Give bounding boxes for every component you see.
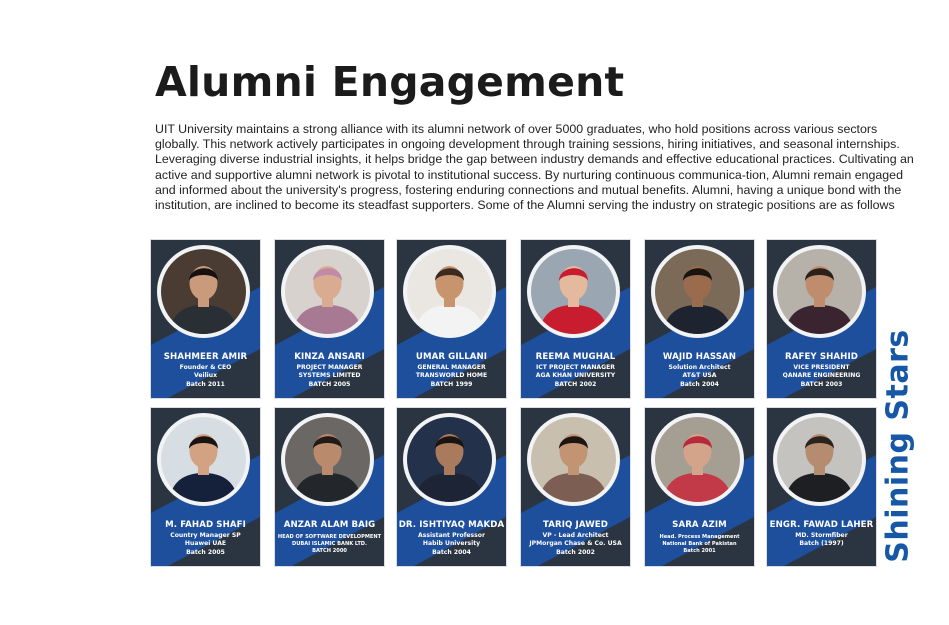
alumni-details bbox=[767, 532, 876, 549]
alumni-card bbox=[151, 240, 260, 398]
alumni-photo bbox=[407, 417, 492, 502]
alumni-details bbox=[645, 364, 754, 389]
alumni-name: SHAHMEER AMIR bbox=[163, 352, 248, 362]
alumni-detail-line: Assistant Professor bbox=[418, 532, 485, 539]
alumni-detail-line: BATCH 2003 bbox=[800, 380, 843, 388]
alumni-detail-line: AT&T USA bbox=[682, 372, 717, 380]
intro-paragraph: UIT University maintains a strong alliance with its alumni network of over 5000 graduates, who hold positions across various sectors globally. This network actively participates in ongoing development through training sessions, hiring initiatives, and seasonal internships. Leveraging diverse industrial insights, it helps bridge the gap between industry demands and effective educational practices. Cultivating an active and supportive alumni network is pivotal to institutional success. By nurturing continuous communica-tion, Alumni remain engaged and informed about the university's progress, fostering enduring connections and mutual benefits. Alumni, having a unique bond with the institution, are inclined to become its steadfast supporters. Some of the Alumni serving the industry on strategic positions are as follows bbox=[155, 122, 914, 213]
alumni-detail-line: GENERAL MANAGER bbox=[417, 364, 486, 371]
shining-stars-label bbox=[878, 330, 918, 562]
alumni-detail-line: TRANSWORLD HOME bbox=[415, 372, 488, 380]
alumni-photo bbox=[777, 417, 862, 502]
alumni-details bbox=[645, 534, 754, 556]
alumni-card bbox=[397, 408, 506, 566]
alumni-detail-line: BATCH 2005 bbox=[308, 380, 351, 388]
alumni-details bbox=[275, 364, 384, 389]
alumni-detail-line: Batch 2005 bbox=[186, 548, 225, 556]
alumni-detail-line: Country Manager SP bbox=[170, 532, 241, 539]
alumni-card bbox=[397, 240, 506, 398]
alumni-detail-line: Founder & CEO bbox=[179, 364, 232, 371]
alumni-name: RAFEY SHAHID bbox=[785, 352, 858, 362]
alumni-detail-line: BATCH 2000 bbox=[312, 548, 347, 555]
alumni-photo bbox=[407, 249, 492, 334]
alumni-name: DR. ISHTIYAQ MAKDA bbox=[398, 520, 505, 530]
alumni-detail-line: BATCH 2002 bbox=[554, 380, 597, 388]
alumni-name: UMAR GILLANI bbox=[415, 352, 488, 362]
alumni-detail-line: DUBAI ISLAMIC BANK LTD. bbox=[292, 541, 367, 548]
alumni-detail-line: Habib University bbox=[422, 540, 481, 548]
alumni-card bbox=[767, 240, 876, 398]
alumni-photo bbox=[531, 417, 616, 502]
alumni-details bbox=[521, 364, 630, 389]
alumni-detail-line: Veiliux bbox=[193, 372, 218, 380]
alumni-detail-line: HEAD OF SOFTWARE DEVELOPMENT bbox=[277, 534, 382, 540]
alumni-name: REEMA MUGHAL bbox=[535, 352, 616, 362]
alumni-details bbox=[767, 364, 876, 389]
alumni-photo bbox=[655, 249, 740, 334]
alumni-grid bbox=[151, 240, 878, 567]
alumni-detail-line: Solution Architect bbox=[668, 364, 731, 371]
alumni-name: ENGR. FAWAD LAHER bbox=[769, 520, 874, 530]
alumni-photo bbox=[285, 417, 370, 502]
alumni-detail-line: Batch (1997) bbox=[799, 540, 844, 548]
alumni-details bbox=[275, 534, 384, 556]
page-title: Alumni Engagement bbox=[155, 58, 625, 106]
alumni-card bbox=[521, 240, 630, 398]
alumni-detail-line: VICE PRESIDENT bbox=[793, 364, 850, 371]
alumni-name: M. FAHAD SHAFI bbox=[165, 520, 246, 530]
alumni-details bbox=[397, 364, 506, 389]
alumni-detail-line: BATCH 1999 bbox=[430, 380, 473, 388]
alumni-detail-line: JPMorgan Chase & Co. USA bbox=[529, 540, 622, 548]
alumni-detail-line: SYSTEMS LIMITED bbox=[298, 372, 361, 380]
alumni-detail-line: PROJECT MANAGER bbox=[296, 364, 363, 371]
alumni-detail-line: AGA KHAN UNIVERSITY bbox=[535, 372, 616, 380]
alumni-photo bbox=[777, 249, 862, 334]
alumni-detail-line: MD. Stormfiber bbox=[795, 532, 848, 539]
alumni-details bbox=[151, 364, 260, 389]
alumni-card bbox=[275, 240, 384, 398]
alumni-detail-line: National Bank of Pakistan bbox=[662, 541, 737, 548]
alumni-photo bbox=[531, 249, 616, 334]
alumni-card bbox=[275, 408, 384, 566]
alumni-detail-line: Huawei UAE bbox=[184, 540, 227, 548]
alumni-detail-line: VP - Lead Architect bbox=[542, 532, 609, 539]
alumni-details bbox=[397, 532, 506, 557]
alumni-card bbox=[645, 240, 754, 398]
alumni-card bbox=[767, 408, 876, 566]
alumni-details bbox=[151, 532, 260, 557]
shining-stars-text: Shining Stars bbox=[880, 329, 916, 563]
alumni-detail-line: QANARE ENGINEERING bbox=[782, 372, 861, 380]
alumni-details bbox=[521, 532, 630, 557]
alumni-card bbox=[151, 408, 260, 566]
alumni-photo bbox=[655, 417, 740, 502]
alumni-detail-line: Head. Process Management bbox=[659, 534, 740, 540]
alumni-detail-line: Batch 2001 bbox=[683, 548, 716, 555]
alumni-card bbox=[645, 408, 754, 566]
alumni-photo bbox=[285, 249, 370, 334]
alumni-name: KINZA ANSARI bbox=[294, 352, 365, 362]
alumni-photo bbox=[161, 249, 246, 334]
alumni-name: TARIQ JAWED bbox=[542, 520, 608, 530]
alumni-detail-line: Batch 2011 bbox=[186, 380, 225, 388]
alumni-name: SARA AZIM bbox=[672, 520, 727, 530]
alumni-detail-line: Batch 2004 bbox=[680, 380, 719, 388]
alumni-card bbox=[521, 408, 630, 566]
alumni-detail-line: ICT PROJECT MANAGER bbox=[536, 364, 615, 371]
alumni-detail-line: Batch 2002 bbox=[556, 548, 595, 556]
alumni-photo bbox=[161, 417, 246, 502]
alumni-name: ANZAR ALAM BAIG bbox=[283, 520, 376, 530]
alumni-detail-line: Batch 2004 bbox=[432, 548, 471, 556]
alumni-name: WAJID HASSAN bbox=[662, 352, 737, 362]
